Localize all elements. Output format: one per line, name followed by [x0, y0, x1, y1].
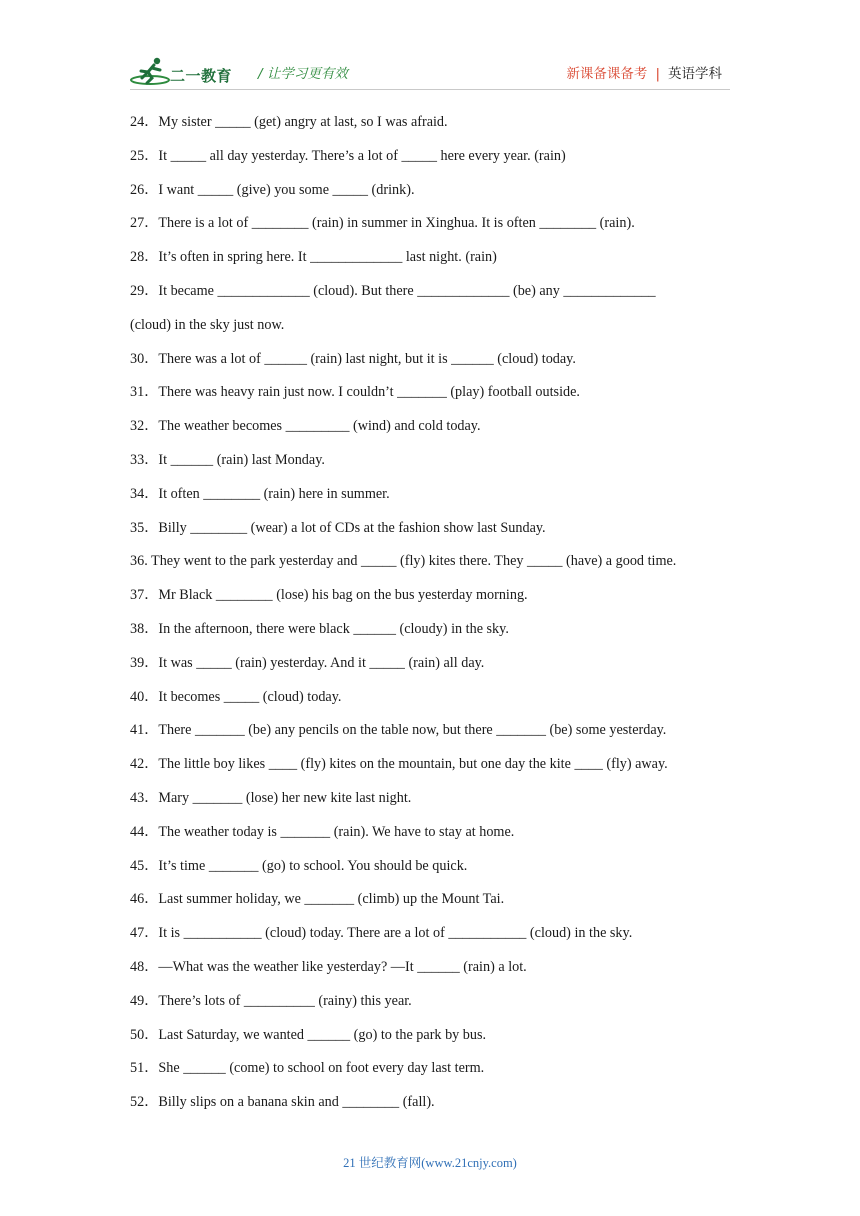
- exercise-line: 36. They went to the park yesterday and _____ (fly) kites there. They _____ (have) a good time.: [130, 553, 677, 570]
- slogan: / 让学习更有效: [258, 66, 348, 82]
- exercise-line: 33．It ______ (rain) last Monday.: [130, 451, 325, 468]
- exercise-line: 43．Mary _______ (lose) her new kite last night.: [130, 789, 412, 806]
- exercise-line: 27．There is a lot of ________ (rain) in summer in Xinghua. It is often ________ (rain).: [130, 215, 635, 232]
- exercise-line: 39．It was _____ (rain) yesterday. And it _____ (rain) all day.: [130, 654, 485, 671]
- exercise-line: 38．In the afternoon, there were black ______ (cloudy) in the sky.: [130, 620, 509, 637]
- page-header: [130, 56, 730, 90]
- exercise-line: 50．Last Saturday, we wanted ______ (go) to the park by bus.: [130, 1026, 487, 1043]
- exercise-line: 29．It became _____________ (cloud). But there _____________ (be) any _____________: [130, 282, 656, 299]
- exercise-line: 42．The little boy likes ____ (fly) kites on the mountain, but one day the kite ____ (fly) away.: [130, 756, 668, 773]
- exercise-line: 24．My sister _____ (get) angry at last, so I was afraid.: [130, 114, 448, 130]
- exercise-line: (cloud) in the sky just now.: [130, 316, 285, 333]
- exercise-line: 44．The weather today is _______ (rain). We have to stay at home.: [130, 823, 515, 840]
- subject-label: 英语学科: [668, 66, 722, 82]
- exercise-line: 52．Billy slips on a banana skin and ________ (fall).: [130, 1094, 435, 1111]
- exercise-line: 31．There was heavy rain just now. I couldn’t _______ (play) football outside.: [130, 384, 580, 401]
- exercise-line: 48．—What was the weather like yesterday? —It ______ (rain) a lot.: [130, 958, 527, 975]
- course-label: 新课备课备考: [566, 66, 648, 82]
- runner-logo-icon: [130, 56, 174, 88]
- exercise-line: 37．Mr Black ________ (lose) his bag on the bus yesterday morning.: [130, 587, 528, 604]
- logo: [130, 56, 240, 88]
- exercise-line: 34．It often ________ (rain) here in summer.: [130, 485, 390, 502]
- exercise-line: 49．There’s lots of __________ (rainy) this year.: [130, 992, 412, 1009]
- exercise-line: 40．It becomes _____ (cloud) today.: [130, 688, 342, 705]
- exercise-line: 25．It _____ all day yesterday. There’s a lot of _____ here every year. (rain): [130, 147, 566, 164]
- exercise-line: 35．Billy ________ (wear) a lot of CDs at the fashion show last Sunday.: [130, 519, 546, 536]
- header-subject: [566, 62, 722, 82]
- exercise-line: 32．The weather becomes _________ (wind) and cold today.: [130, 418, 481, 435]
- header-divider: [130, 89, 730, 90]
- exercise-line: 46．Last summer holiday, we _______ (climb) up the Mount Tai.: [130, 891, 505, 908]
- exercise-line: 47．It is ___________ (cloud) today. There are a lot of ___________ (cloud) in the sky.: [130, 925, 633, 942]
- logo-text: 二一教育: [170, 67, 233, 85]
- exercise-line: 51．She ______ (come) to school on foot every day last term.: [130, 1060, 485, 1077]
- exercise-line: 26．I want _____ (give) you some _____ (drink).: [130, 181, 415, 198]
- exercise-list: [130, 112, 740, 1126]
- exercise-line: 30．There was a lot of ______ (rain) last night, but it is ______ (cloud) today.: [130, 350, 576, 367]
- footer-link[interactable]: 21 世纪教育网(www.21cnjy.com): [343, 1156, 517, 1170]
- exercise-line: 45．It’s time _______ (go) to school. You should be quick.: [130, 857, 468, 874]
- header-separator: |: [655, 66, 660, 82]
- exercise-line: 28．It’s often in spring here. It _____________ last night. (rain): [130, 249, 497, 266]
- exercise-line: 41．There _______ (be) any pencils on the table now, but there _______ (be) some yesterday.: [130, 722, 667, 739]
